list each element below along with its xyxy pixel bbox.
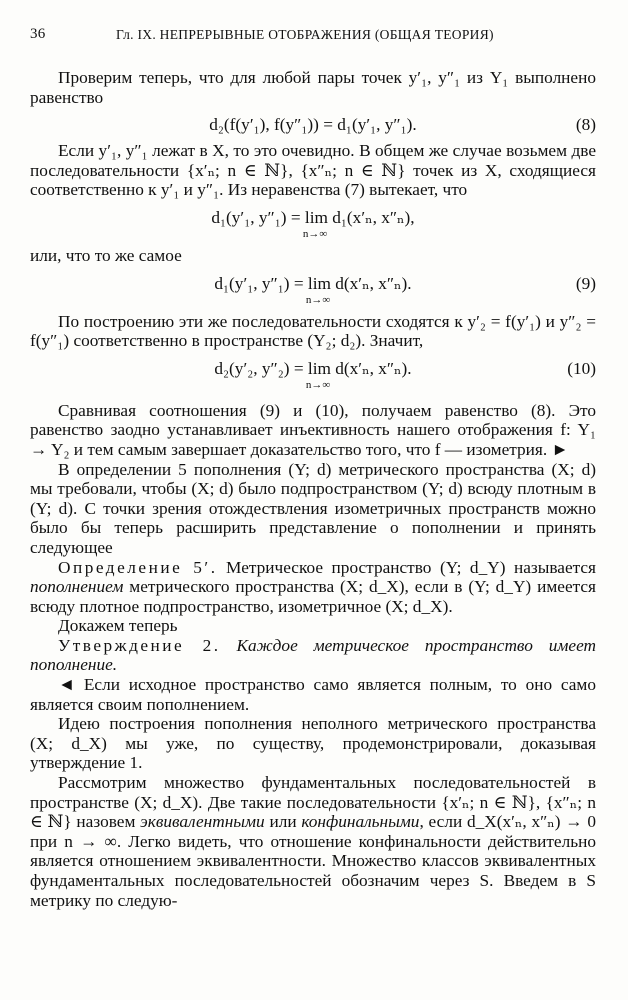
limit-subscript: n→∞ <box>305 378 331 391</box>
equation-formula: d₂(f(y′₁), f(y″₁)) = d₁(y′₁, y″₁). <box>209 115 417 135</box>
limit-operator: lim n→∞ <box>308 359 331 379</box>
equation-left: d₁(y′₁, y″₁) = <box>214 273 308 293</box>
equation-number: (9) <box>575 273 596 293</box>
paragraph: Рассмотрим множество фундаментальных последовательностей в пространстве (X; d_X). Две такие последовательности {x′ₙ; n ∈ ℕ}, {x″ₙ; n ∈ ℕ} назовем эквивалентными или конфинальными, если d_X(x′ₙ, x″ₙ) → 0 при n → ∞. Легко видеть, что отношение конфинальности действительно является отношением эквивалентности. Множество классов эквивалентных фундаментальных последовательностей обозначим через S. Введем в S метрику по следую- <box>30 773 597 910</box>
equation-9 <box>30 271 596 307</box>
statement-text: Каждое метрическое пространство имеет пополнение. <box>30 635 596 675</box>
paragraph: Идею построения пополнения неполного метрического пространства (X; d_X) мы уже, по существу, продемонстрировали, доказывая утверждение 1. <box>30 714 596 773</box>
equation-right: d(x′ₙ, x″ₙ). <box>330 358 412 378</box>
defined-term: эквивалентными <box>140 812 265 832</box>
page-body <box>30 68 596 910</box>
equation-left: d₁(y′₁, y″₁) = <box>211 207 305 227</box>
paragraph: В определении 5 пополнения (Y; d) метрического пространства (X; d) мы требовали, чтобы (X; d) было подпространством (Y; d) всюду плотным в (Y; d). С точки зрения отождествления изометричных пространств можно было бы теперь расширить представление о пополнении и принять следующее <box>30 459 596 557</box>
equation-10 <box>30 356 596 392</box>
equation-number: (10) <box>567 358 596 378</box>
defined-term: конфинальными <box>301 812 420 832</box>
definition-label: Определение 5′. <box>58 557 218 577</box>
limit-operator: lim n→∞ <box>308 274 331 294</box>
paragraph: Проверим теперь, что для любой пары точек y′₁, y″₁ из Y₁ выполнено равенство <box>30 68 596 107</box>
limit-subscript: n→∞ <box>305 293 331 306</box>
equation-left: d₂(y′₂, y″₂) = <box>214 358 308 378</box>
equation-right: d(x′ₙ, x″ₙ). <box>330 273 412 293</box>
paragraph: ◄ Если исходное пространство само является полным, то оно само является своим пополнением. <box>30 675 596 714</box>
paragraph: Если y′₁, y″₁ лежат в X, то это очевидно. В общем же случае возьмем две последовательности {x′ₙ; n ∈ ℕ}, {x″ₙ; n ∈ ℕ} точек из X, сходящиеся соответственно к y′₁ и y″₁. Из неравенства (7) вытекает, что <box>30 141 596 200</box>
limit-operator: lim n→∞ <box>305 208 328 228</box>
paragraph: Докажем теперь <box>58 616 178 636</box>
statement-label: Утверждение 2. <box>58 635 221 655</box>
paragraph: По построению эти же последовательности сходятся к y′₂ = f(y′₁) и y″₂ = f(y″₁) соответственно в пространстве (Y₂; d₂). Значит, <box>30 311 596 351</box>
limit-subscript: n→∞ <box>302 227 328 240</box>
defined-term: пополнением <box>30 577 124 597</box>
equation-number: (8) <box>575 115 596 135</box>
running-title: Гл. IX. НЕПРЕРЫВНЫЕ ОТОБРАЖЕНИЯ (ОБЩАЯ ТЕОРИЯ) <box>116 27 494 42</box>
definition: Определение 5′. Метрическое пространство (Y; d_Y) называется пополнением метрического пространства (X; d_X), если в (Y; d_Y) имеется всюду плотное подпространство, изометричное (X; d_X). <box>30 557 596 616</box>
equation-unnumbered <box>30 205 596 241</box>
paragraph: или, что то же самое <box>30 245 182 265</box>
paragraph: Сравнивая соотношения (9) и (10), получаем равенство (8). Это равенство заодно устанавливает инъективность нашего отображения f: Y₁ → Y₂ и тем самым завершает доказательство того, что f — изометрия. ► <box>30 400 596 459</box>
equation-8 <box>30 112 596 136</box>
equation-right: d₁(x′ₙ, x″ₙ), <box>327 207 415 227</box>
page-number: 36 <box>30 26 46 42</box>
statement <box>30 636 596 675</box>
